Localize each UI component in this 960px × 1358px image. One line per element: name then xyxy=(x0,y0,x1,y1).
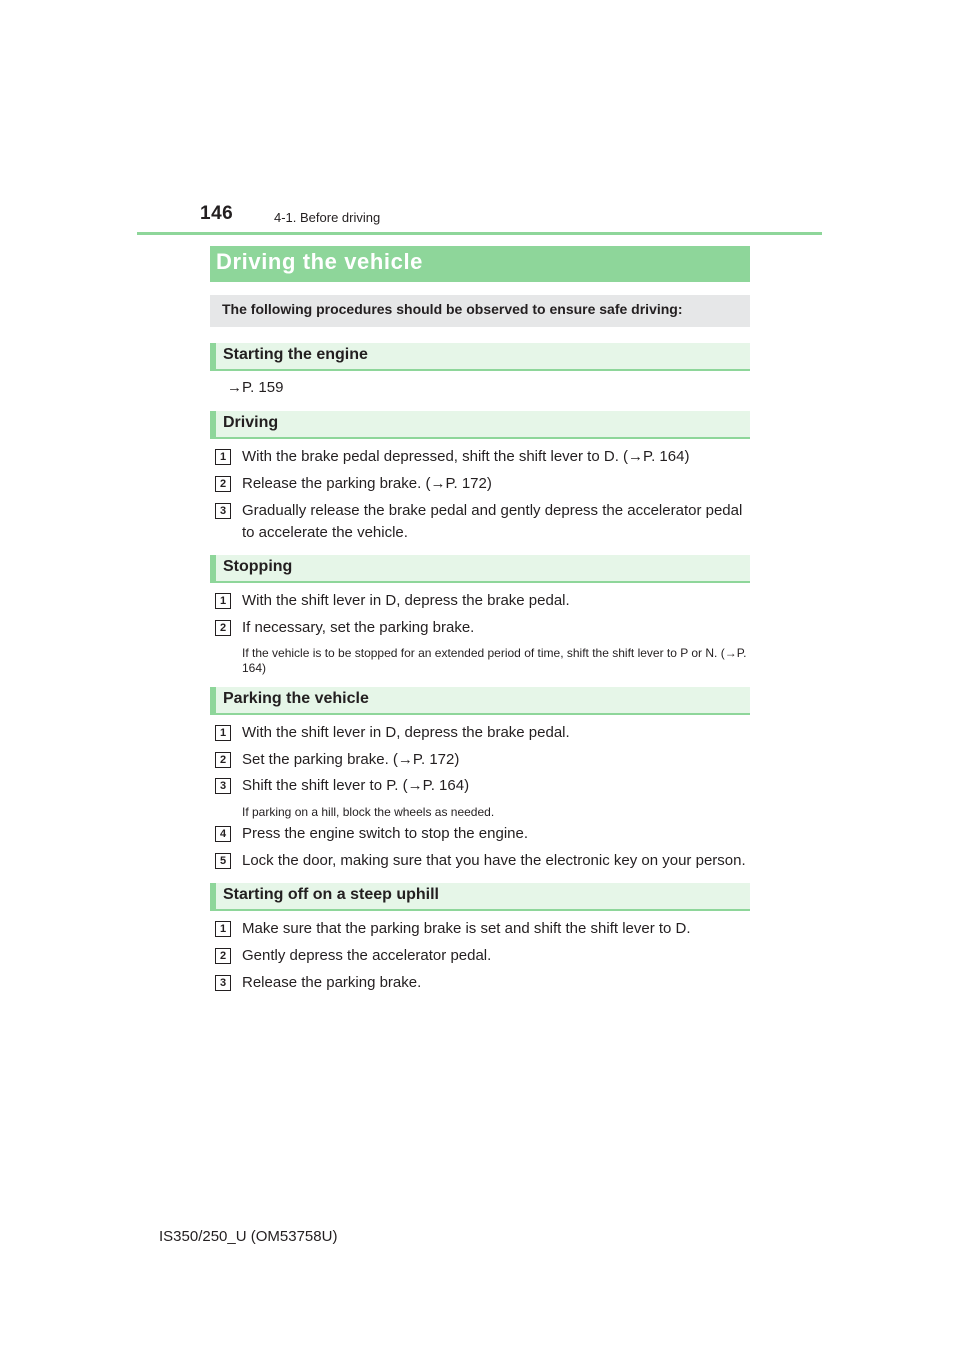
page-title: Driving the vehicle xyxy=(216,249,424,274)
step-number: 1 xyxy=(215,921,231,937)
step-number: 1 xyxy=(215,725,231,741)
section-heading-uphill xyxy=(210,883,750,911)
step-text: With the brake pedal depressed, shift the shift lever to D. (→P. 164) xyxy=(242,448,690,465)
step-text: Shift the shift lever to P. (→P. 164) xyxy=(242,777,470,794)
intro-box xyxy=(210,295,750,327)
step-number: 5 xyxy=(215,853,231,869)
section-heading-driving xyxy=(210,411,750,439)
step-number: 4 xyxy=(215,826,231,842)
note-text: If the vehicle is to be stopped for an extended period of time, shift the shift lever to P or N. (→P. 164) xyxy=(242,646,747,675)
step-number: 2 xyxy=(215,948,231,964)
step-text: With the shift lever in D, depress the brake pedal. xyxy=(242,592,570,609)
step-text: Lock the door, making sure that you have the electronic key on your person. xyxy=(242,852,746,869)
step-text: Set the parking brake. (→P. 172) xyxy=(242,751,460,768)
page-number: 146 xyxy=(200,203,234,224)
page-title-bar xyxy=(210,246,750,282)
intro-text: The following procedures should be observed to ensure safe driving: xyxy=(222,301,683,317)
step-number: 2 xyxy=(215,620,231,636)
header-divider xyxy=(137,232,822,235)
step-number: 2 xyxy=(215,476,231,492)
section-label: 4-1. Before driving xyxy=(274,210,381,225)
step-number: 3 xyxy=(215,503,231,519)
section-heading-text: Starting the engine xyxy=(223,346,368,363)
section-heading-text: Starting off on a steep uphill xyxy=(223,886,439,903)
step-text: With the shift lever in D, depress the brake pedal. xyxy=(242,724,570,741)
step-number: 3 xyxy=(215,778,231,794)
section-heading-text: Driving xyxy=(223,414,279,431)
step-text: Gently depress the accelerator pedal. xyxy=(242,947,492,964)
section-heading-starting-engine xyxy=(210,343,750,371)
step-number: 1 xyxy=(215,449,231,465)
footer-model-code: IS350/250_U (OM53758U) xyxy=(159,1228,338,1245)
section-heading-text: Stopping xyxy=(223,558,293,575)
step-text: Press the engine switch to stop the engine. xyxy=(242,825,529,842)
section-heading-stopping xyxy=(210,555,750,583)
step-text: Release the parking brake. (→P. 172) xyxy=(242,475,492,492)
step-text: Release the parking brake. xyxy=(242,974,422,991)
step-text: Gradually release the brake pedal and gently depress the accelerator pedal to accelerate the vehicle. xyxy=(242,502,743,541)
step-number: 1 xyxy=(215,593,231,609)
page-reference: →P. 159 xyxy=(227,379,284,396)
step-number: 2 xyxy=(215,752,231,768)
section-heading-text: Parking the vehicle xyxy=(223,690,369,707)
section-heading-parking xyxy=(210,687,750,715)
step-text: If necessary, set the parking brake. xyxy=(242,619,475,636)
step-text: Make sure that the parking brake is set and shift the shift lever to D. xyxy=(242,920,691,937)
step-number: 3 xyxy=(215,975,231,991)
note-text: If parking on a hill, block the wheels as needed. xyxy=(242,805,495,819)
